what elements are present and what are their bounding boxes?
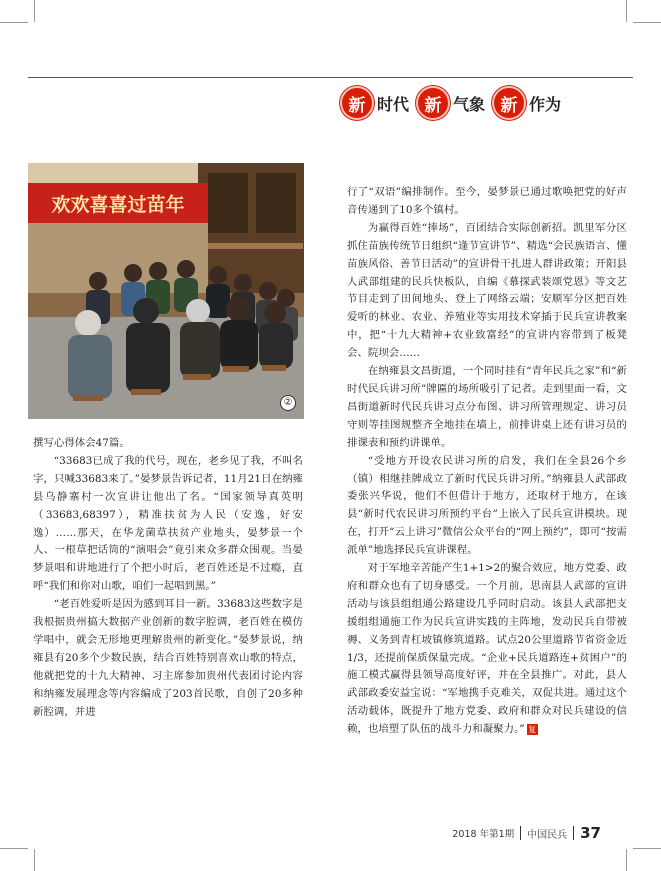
paragraph: 行了“双语”编排制作。至今，晏梦景已通过歌唤把党的好声音传递到了10多个镇村。 (347, 186, 627, 216)
masthead-word-era: 时代 (377, 94, 410, 114)
issue-label: 2018 年第1期 (452, 829, 515, 840)
xin-seal-icon: 新 (340, 86, 374, 120)
crop-mark (0, 848, 28, 849)
footer-divider (520, 826, 521, 840)
masthead-word-atmosphere: 气象 (453, 94, 486, 114)
header-rule (28, 77, 633, 78)
paragraph: 在纳雍县文昌街道，一个同时挂有“青年民兵之家”和“新时代民兵讲习所”牌匾的场所吸引了记者。走到里面一看，文昌街道新时代民兵讲习点分布图、讲习所管理规定、讲习员守则等挂图规整齐全地挂在墙上，前排讲桌上还有讲习员的排课表和预约讲课单。 (347, 365, 627, 449)
page-number: 37 (580, 824, 601, 842)
article-photo (28, 163, 304, 419)
crop-mark (633, 22, 661, 23)
banner-text: 欢欢喜喜过苗年 (51, 194, 185, 216)
paragraph: 为赢得百姓“捧场”，百团结合实际创新招。凯里军分区抓住苗族传统节日组织“逢节宣讲节”、精选“会民族语言、懂苗族风俗、善节日活动”的宣讲骨干扎进人群讲政策；开阳县人武部组建的民兵快板队，自编《慕探武装颂党恩》等文艺节目走到了田间地头、登上了网络云端；安顺军分区把百姓爱听的林业、农业、养殖业等实用技术穿插于民兵宣讲教案中，把“十九大精神+农业致富经”的宣讲内容带到了板凳会、院坝会…… (347, 221, 627, 360)
crop-mark (0, 22, 28, 23)
xin-seal-icon: 新 (492, 86, 526, 120)
paragraph: “33683已成了我的代号，现在，老乡见了我，不叫名字，只喊33683来了。”晏梦景告诉记者，11月21日在纳雍县乌静寨村一次宣讲让他出了名。“国家领导真英明（33683,68397），精准扶贫为人民（安逸，好安逸）……那天，在华龙菌草扶贫产业地头，晏梦景一个人、一根草把话筒的“演唱会”竟引来众多群众围观。当晏梦景唱和讲地进行了个把小时后，老百姓还是不过瘾，直呼“我们和你对山歌，咱们一起唱到黑。” (33, 454, 303, 593)
paragraph-last (347, 560, 627, 739)
crop-mark (626, 0, 653, 22)
page-footer (452, 824, 601, 842)
footer-divider (573, 826, 574, 840)
paragraph: “老百姓爱听是因为感到耳目一新。33683这些数字是我根据贵州搞大数据产业创新的数字腔调，老百姓在模仿学唱中，就会无形地更理解贵州的新变化。”晏梦景说，纳雍县有20多个少数民族，结合百姓特别喜欢山歌的特点，他就把党的十九大精神、习主席参加贵州代表团讨论内容和纳雍发展理念等内容编成了203首民歌，自创了20多种新腔调，并进 (33, 598, 303, 718)
xin-seal-icon: 新 (416, 86, 450, 120)
paragraph: 撰写心得体会47篇。 (33, 437, 130, 449)
right-column (347, 184, 627, 739)
paragraph-text: 对于军地辛苦能产生1+1>2的聚合效应，地方党委、政府和群众也有了切身感受。一个月前，思南县人武部的宣讲活动与该县组组通公路建设几乎同时启动。该县人武部把支援组组通施工作为民兵宣讲实践的主阵地，发动民兵自带被褥、义务到青杠坡镇修筑道路。试点20公里道路节省资金近1/3，还提前保质保量完成。“企业+民兵道路连+贫困户”的施工模式赢得县领导高度好评，并在全县推广。对此，县人武部政委安益宝说：“军地携手克难关，双促共进。通过这个活动载体，既提升了地方党委、政府和群众对民兵建设的信赖，也培塑了队伍的战斗力和凝聚力。” (347, 562, 627, 736)
crop-mark (8, 0, 35, 22)
crop-mark (633, 848, 661, 849)
photo-number: ② (280, 395, 296, 411)
crop-mark (8, 849, 35, 871)
paragraph: “受地方开设农民讲习所的启发，我们在全县26个乡（镇）相继挂牌成立了新时代民兵讲习所。”纳雍县人武部政委张兴华说，他们不但借计于地方，还取材于地方，在该县“新时代农民讲习所预约平台”上嵌入了民兵宣讲模块。现在，打开“云上讲习”微信公众平台的“网上预约”，即可“按需派单”地选择民兵宣讲课程。 (347, 454, 627, 557)
section-masthead (340, 86, 565, 120)
crop-mark (626, 849, 653, 871)
end-mark-icon: 复 (528, 724, 537, 734)
magazine-name: 中国民兵 (527, 829, 568, 841)
left-column (33, 435, 303, 722)
masthead-word-action: 作为 (529, 94, 562, 114)
